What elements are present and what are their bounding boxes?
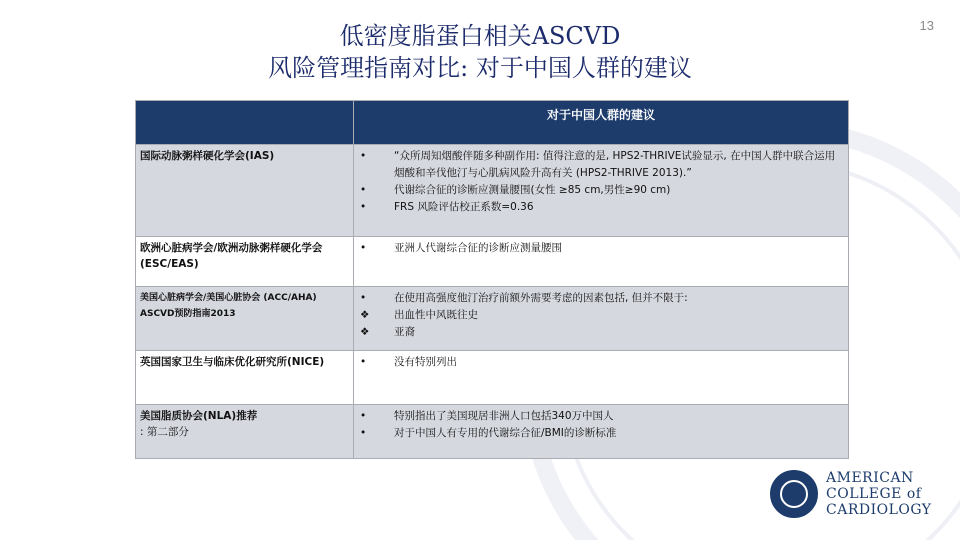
bullet: • [360, 150, 367, 162]
list-item [358, 324, 844, 341]
bullet: • [360, 427, 367, 439]
item-text: 出血性中风既往史 [394, 309, 478, 321]
bullet: • [360, 201, 367, 213]
guidelines-comparison-table [135, 100, 849, 459]
org-subtitle: ASCVD预防指南2013 [140, 309, 236, 319]
header-recommendation: 对于中国人群的建议 [354, 101, 849, 145]
org-name: 英国国家卫生与临床优化研究所(NICE) [140, 356, 325, 368]
item-text: FRS 风险评估校正系数=0.36 [394, 201, 534, 213]
list-item [358, 240, 844, 257]
recommendation-cell [354, 237, 849, 287]
table-row-esc-eas [136, 237, 849, 287]
table-row-acc-aha [136, 287, 849, 351]
org-name: 美国心脏病学会/美国心脏协会 (ACC/AHA) [140, 293, 317, 303]
slide-title [0, 20, 960, 84]
acc-wordmark [826, 470, 932, 518]
item-text: 特别指出了美国现居非洲人口包括340万中国人 [394, 410, 614, 422]
table-row-nice [136, 351, 849, 405]
recommendation-cell [354, 287, 849, 351]
title-line-1: 低密度脂蛋白相关ASCVD [339, 22, 621, 50]
list-item [358, 148, 844, 182]
recommendation-cell [354, 351, 849, 405]
header-blank-cell [136, 101, 354, 145]
org-cell [136, 405, 354, 459]
title-line-2: 风险管理指南对比: 对于中国人群的建议 [268, 54, 692, 82]
org-name: 国际动脉粥样硬化学会(IAS) [140, 150, 275, 162]
org-cell [136, 351, 354, 405]
list-item [358, 425, 844, 442]
acc-seal-logo-icon [770, 470, 818, 518]
bullet: • [360, 292, 367, 304]
org-cell [136, 237, 354, 287]
slide-number: 13 [919, 18, 934, 33]
org-name: 美国脂质协会(NLA)推荐 [140, 410, 258, 422]
item-text: 代谢综合征的诊断应测量腰围(女性 ≥85 cm,男性≥90 cm) [394, 184, 671, 196]
item-text: 亚洲人代谢综合征的诊断应测量腰围 [394, 242, 562, 254]
item-text: 没有特别列出 [394, 356, 457, 368]
bullet: • [360, 356, 367, 368]
item-text: 对于中国人有专用的代谢综合征/BMI的诊断标准 [394, 427, 617, 439]
item-text: “众所周知烟酸伴随多种副作用: 值得注意的是, HPS2-THRIVE试验显示, 在中国人群中联合运用烟酸和辛伐他汀与心肌病风险升高有关 (HPS2-THRIVE 2013).” [394, 150, 836, 179]
item-text: 亚裔 [394, 326, 415, 338]
list-item [358, 290, 844, 307]
bullet: • [360, 184, 367, 196]
bullet: • [360, 410, 367, 422]
table-header-row [136, 101, 849, 145]
list-item [358, 199, 844, 216]
org-subtitle: : 第二部分 [140, 426, 189, 438]
recommendation-cell [354, 405, 849, 459]
diamond-bullet-icon: ❖ [360, 309, 370, 321]
table-row-ias [136, 145, 849, 237]
org-subtitle: (ESC/EAS) [140, 258, 199, 270]
org-name: 欧洲心脏病学会/欧洲动脉粥样硬化学会 [140, 242, 323, 254]
logo-line-2: COLLEGE of [826, 486, 922, 502]
table-row-nla [136, 405, 849, 459]
list-item [358, 182, 844, 199]
recommendation-cell [354, 145, 849, 237]
bullet: • [360, 242, 367, 254]
list-item [358, 408, 844, 425]
item-text: 在使用高强度他汀治疗前额外需要考虑的因素包括, 但并不限于: [394, 292, 688, 304]
list-item [358, 307, 844, 324]
diamond-bullet-icon: ❖ [360, 326, 370, 338]
org-cell [136, 287, 354, 351]
logo-line-3: CARDIOLOGY [826, 502, 932, 518]
list-item [358, 354, 844, 371]
logo-line-1: AMERICAN [826, 470, 914, 486]
org-cell [136, 145, 354, 237]
